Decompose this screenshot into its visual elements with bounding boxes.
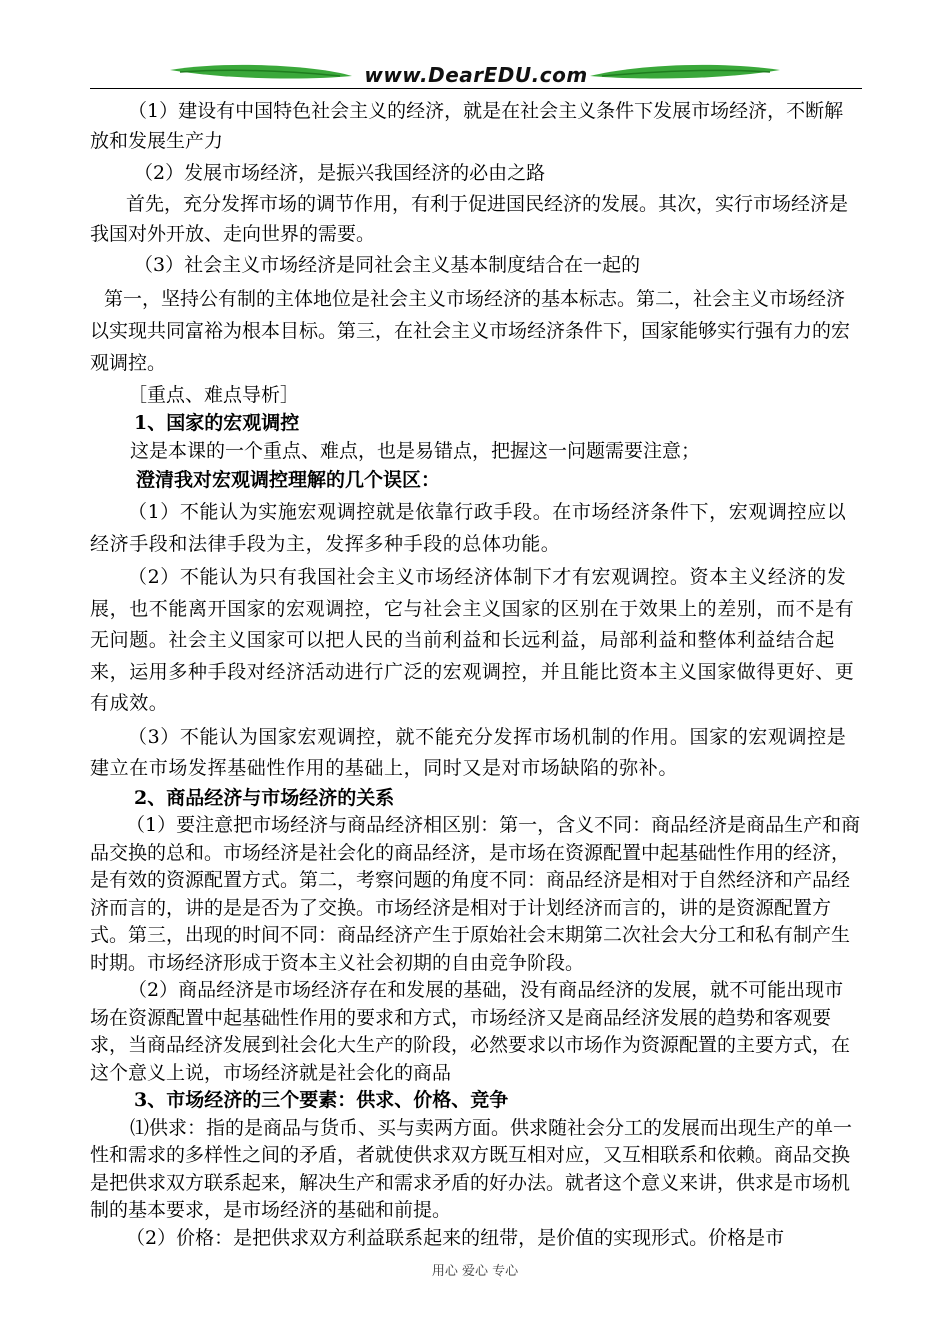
paragraph: 这是本课的一个重点、难点，也是易错点，把握这一问题需要注意； [130,439,701,462]
section-heading: ［重点、难点导析］ [128,384,300,406]
section-heading: 3、市场经济的三个要素：供求、价格、竞争 [134,1089,509,1111]
paragraph: （3）不能认为国家宏观调控，就不能充分发挥市场机制的作用。国家的宏观调控是建立在市场发挥基础性作用的基础上，同时又是对市场缺陷的弥补。 [90,725,847,779]
paragraph: （3）社会主义市场经济是同社会主义基本制度结合在一起的 [134,254,641,276]
paragraph: 首先，充分发挥市场的调节作用，有利于促进国民经济的发展。其次，实行市场经济是我国对外开放、走向世界的需要。 [90,193,849,245]
document-body [90,96,862,1252]
paragraph: （1）建设有中国特色社会主义的经济，就是在社会主义条件下发展市场经济，不断解放和发展生产力 [90,100,844,152]
paragraph: （2）价格：是把供求双方利益联系起来的纽带，是价值的实现形式。价格是市 [126,1226,785,1249]
paragraph: ⑴供求：指的是商品与货币、买与卖两方面。供求随社会分工的发展而出现生产的单一性和需求的多样性之间的矛盾，者就使供求双方既互相对应，又互相联系和依赖。商品交换是把供求双方联系起来，解决生产和需求矛盾的好办法。就者这个意义来讲，供求是市场机制的基本要求，是市场经济的基础和前提。 [90,1116,853,1221]
section-heading: 1、国家的宏观调控 [134,412,300,434]
paragraph: （1）要注意把市场经济与商品经济相区别：第一，含义不同：商品经济是商品生产和商品交换的总和。市场经济是社会化的商品经济，是市场在资源配置中起基础性作用的经济，是有效的资源配置方式。第二，考察问题的角度不同：商品经济是相对于自然经济和产品经济而言的，讲的是是否为了交换。市场经济是相对于计划经济而言的，讲的是资源配置方式。第三，出现的时间不同：商品经济产生于原始社会末期第二次社会大分工和私有制产生时期。市场经济形成于资本主义社会初期的自由竞争阶段。 [90,814,861,974]
site-url: www.DearEDU.com [364,63,588,87]
page-footer: 用心 爱心 专心 [431,1264,519,1279]
section-heading: 2、商品经济与市场经济的关系 [134,786,395,809]
paragraph: （2）不能认为只有我国社会主义市场经济体制下才有宏观调控。资本主义经济的发展，也不能离开国家的宏观调控，它与社会主义国家的区别在于效果上的差别，而不是有无问题。社会主义国家可以把人民的当前利益和长远利益，局部利益和整体利益结合起来，运用多种手段对经济活动进行广泛的宏观调控，并且能比资本主义国家做得更好、更有成效。 [90,566,855,714]
header-rule [90,88,862,89]
paragraph: （2）发展市场经济，是振兴我国经济的必由之路 [134,162,546,184]
sub-heading: 澄清我对宏观调控理解的几个误区： [136,469,441,491]
paragraph: 第一，坚持公有制的主体地位是社会主义市场经济的基本标志。第二，社会主义市场经济以实现共同富裕为根本目标。第三，在社会主义市场经济条件下，国家能够实行强有力的宏观调控。 [90,288,851,374]
paragraph: （1）不能认为实施宏观调控就是依靠行政手段。在市场经济条件下，宏观调控应以经济手段和法律手段为主，发挥多种手段的总体功能。 [90,501,847,555]
paragraph: （2）商品经济是市场经济存在和发展的基础，没有商品经济的发展，就不可能出现市场在资源配置中起基础性作用的要求和方式，市场经济又是商品经济发展的趋势和客观要求，当商品经济发展到社会化大生产的阶段，必然要求以市场作为资源配置的主要方式，在这个意义上说，市场经济就是社会化的商品 [90,979,851,1084]
